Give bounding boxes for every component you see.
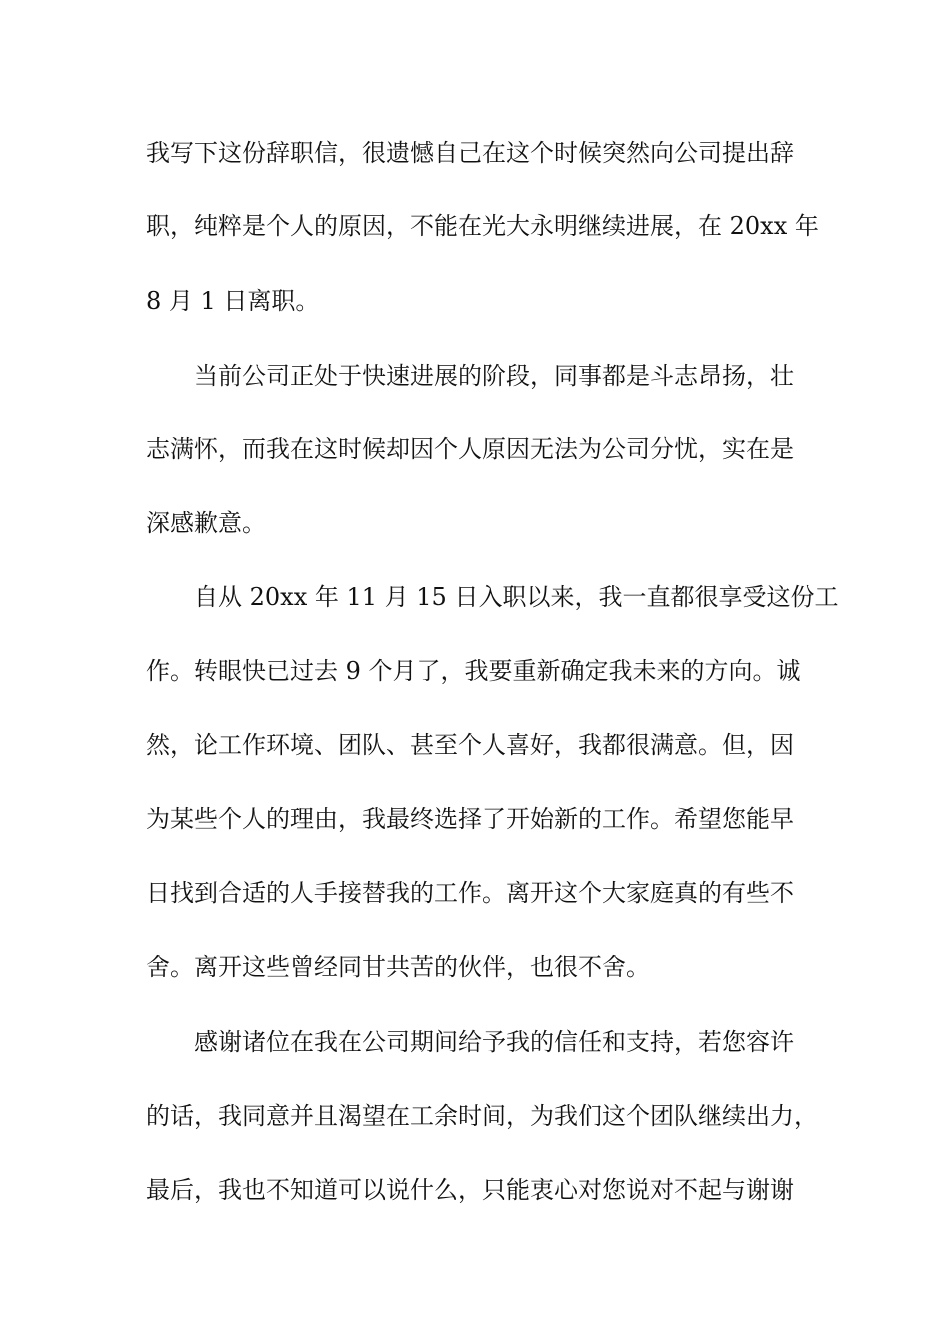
text-line-4: 当前公司正处于快速进展的阶段，同事都是斗志昂扬，壮 xyxy=(194,362,794,390)
text-line-12: 舍。离开这些曾经同甘共苦的伙伴，也很不舍。 xyxy=(146,953,650,981)
text-line-13: 感谢诸位在我在公司期间给予我的信任和支持，若您容许 xyxy=(194,1028,794,1056)
text-line-8: 作。转眼快已过去 9 个月了，我要重新确定我未来的方向。诚 xyxy=(146,657,801,685)
text-line-7: 自从 20xx 年 11 月 15 日入职以来，我一直都很享受这份工 xyxy=(194,583,839,611)
text-line-14: 的话，我同意并且渴望在工余时间，为我们这个团队继续出力， xyxy=(146,1102,818,1130)
text-line-10: 为某些个人的理由，我最终选择了开始新的工作。希望您能早 xyxy=(146,805,794,833)
text-line-6: 深感歉意。 xyxy=(146,509,266,537)
text-line-15: 最后，我也不知道可以说什么，只能衷心对您说对不起与谢谢 xyxy=(146,1176,794,1204)
text-line-1: 我写下这份辞职信，很遗憾自己在这个时候突然向公司提出辞 xyxy=(146,139,794,167)
text-line-3: 8 月 1 日离职。 xyxy=(146,287,320,315)
text-line-2: 职，纯粹是个人的原因，不能在光大永明继续进展，在 20xx 年 xyxy=(146,212,819,240)
text-line-11: 日找到合适的人手接替我的工作。离开这个大家庭真的有些不 xyxy=(146,879,794,907)
text-line-9: 然，论工作环境、团队、甚至个人喜好，我都很满意。但，因 xyxy=(146,731,794,759)
text-line-5: 志满怀，而我在这时候却因个人原因无法为公司分忧，实在是 xyxy=(146,435,794,463)
